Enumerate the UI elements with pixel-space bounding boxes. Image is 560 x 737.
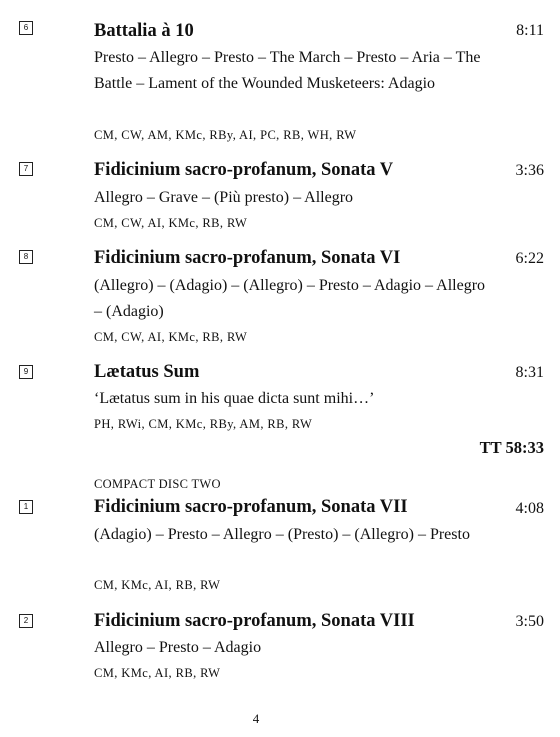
disc-heading: COMPACT DISC TWO [94,477,221,491]
track-number-box: 2 [19,614,33,628]
track-number-box: 6 [19,21,33,35]
track-duration: 3:50 [515,613,544,630]
track-performers: CM, CW, AI, KMc, RB, RW [94,330,248,344]
track-number-box: 1 [19,500,33,514]
track-duration: 6:22 [515,250,544,267]
track-performers: CM, CW, AI, KMc, RB, RW [94,216,248,230]
track-title: Lætatus Sum [94,362,200,382]
total-time: TT 58:33 [479,438,544,457]
track-title: Fidicinium sacro-profanum, Sonata VI [94,248,401,268]
track-title: Fidicinium sacro-profanum, Sonata V [94,160,394,180]
track-duration: 8:31 [515,364,544,381]
track-number-box: 9 [19,365,33,379]
track-number-box: 8 [19,250,33,264]
page-number: 4 [252,711,260,726]
track-movements: ‘Lætatus sum in his quae dicta sunt mihi…’ [94,390,375,407]
track-title: Fidicinium sacro-profanum, Sonata VIII [94,611,415,631]
track-title: Battalia à 10 [94,21,194,41]
track-duration: 3:36 [515,162,544,179]
track-duration: 8:11 [516,22,544,39]
track-movements: Presto – Allegro – Presto – The March – Presto – Aria – The Battle – Lament of the Wounded Musketeers: Adagio [94,49,481,92]
track-movements: Allegro – Presto – Adagio [94,639,262,656]
track-movements: (Adagio) – Presto – Allegro – (Presto) – (Allegro) – Presto [94,526,470,543]
track-movements: (Allegro) – (Adagio) – (Allegro) – Presto – Adagio – Allegro – (Adagio) [94,277,486,320]
track-performers: PH, RWi, CM, KMc, RBy, AM, RB, RW [94,417,313,431]
track-number-box: 7 [19,162,33,176]
track-performers: CM, KMc, AI, RB, RW [94,666,221,680]
track-title: Fidicinium sacro-profanum, Sonata VII [94,497,408,517]
track-duration: 4:08 [515,500,544,517]
track-performers: CM, KMc, AI, RB, RW [94,578,221,592]
track-performers: CM, CW, AM, KMc, RBy, AI, PC, RB, WH, RW [94,128,357,142]
track-movements: Allegro – Grave – (Più presto) – Allegro [94,189,354,206]
